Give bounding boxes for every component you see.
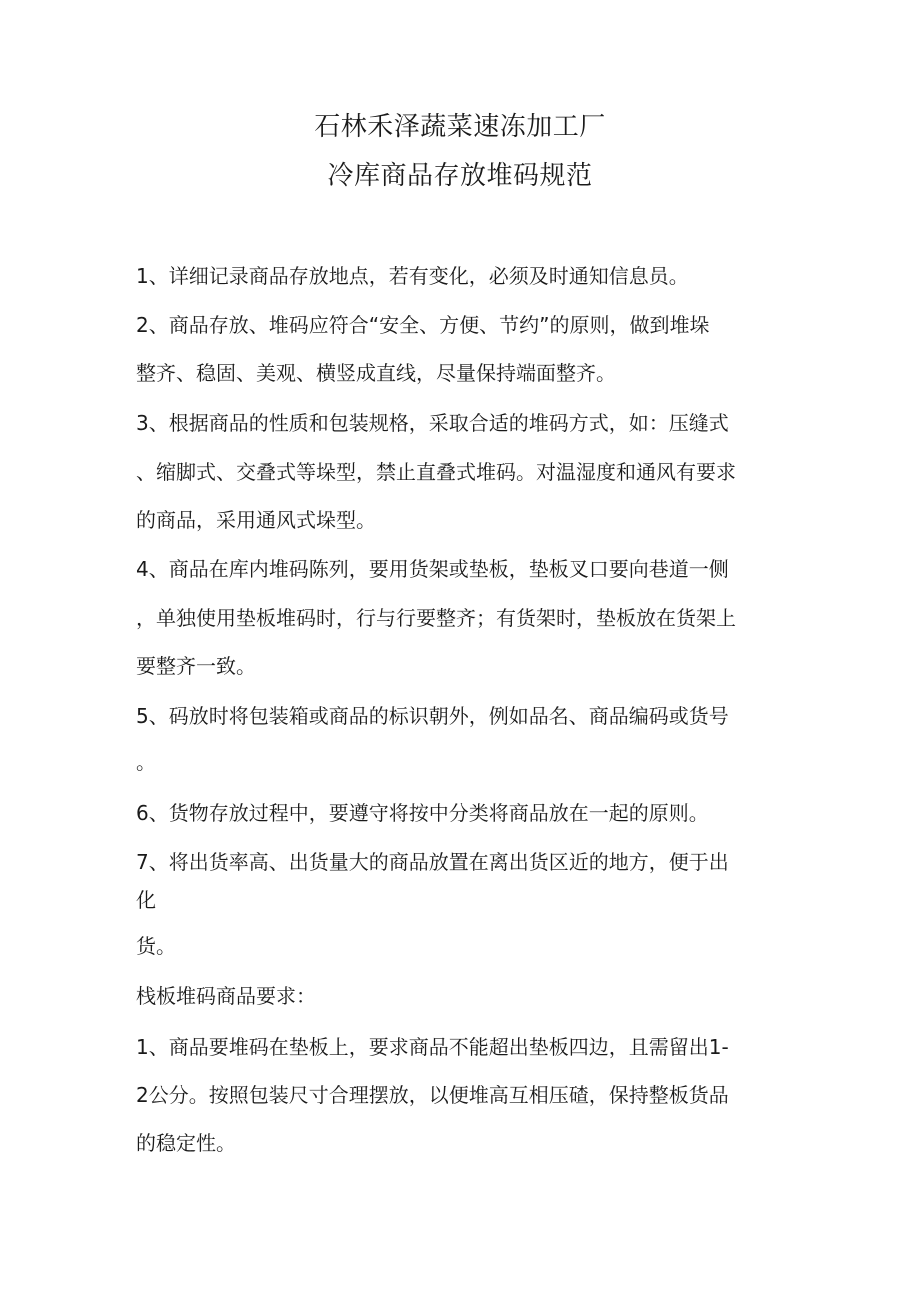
paragraph-line: 1、商品要堆码在垫板上，要求商品不能超出垫板四边，且需留出1-: [136, 1035, 729, 1059]
paragraph-line: 5、码放时将包装箱或商品的标识朝外，例如品名、商品编码或货号: [136, 704, 729, 728]
paragraph-line: 要整齐一致。: [136, 654, 256, 678]
paragraph-line: 4、商品在库内堆码陈列，要用货架或垫板，垫板叉口要向巷道一侧: [136, 557, 729, 581]
paragraph-line: ，单独使用垫板堆码时，行与行要整齐；有货架时，垫板放在货架上: [136, 606, 736, 630]
paragraph-line: 1、详细记录商品存放地点，若有变化，必须及时通知信息员。: [136, 264, 689, 288]
paragraph-line: 2、商品存放、堆码应符合“安全、方便、节约”的原则，做到堆垛: [136, 313, 710, 337]
paragraph-line: 整齐、稳固、美观、横竖成直线，尽量保持端面整齐。: [136, 361, 616, 385]
paragraph-line: 7、将出货率高、出货量大的商品放置在离出货区近的地方，便于出: [136, 850, 729, 874]
paragraph-line: 。: [136, 750, 156, 774]
document-title-line-2: 冷库商品存放堆码规范: [327, 161, 593, 191]
section-heading: 栈板堆码商品要求：: [136, 984, 316, 1008]
document-title-line-1: 石林禾泽蔬菜速冻加工厂: [314, 112, 606, 142]
paragraph-line: 2公分。按照包装尺寸合理摆放，以便堆高互相压碴，保持整板货品: [136, 1083, 729, 1107]
paragraph-line: 3、根据商品的性质和包装规格，采取合适的堆码方式，如：压缝式: [136, 411, 729, 435]
paragraph-line: 的稳定性。: [136, 1131, 236, 1155]
paragraph-line: 的商品，采用通风式垛型。: [136, 508, 376, 532]
paragraph-line: 6、货物存放过程中，要遵守将按中分类将商品放在一起的原则。: [136, 801, 709, 825]
paragraph-line: 化: [136, 888, 156, 912]
paragraph-line: 、缩脚式、交叠式等垛型，禁止直叠式堆码。对温湿度和通风有要求: [136, 460, 736, 484]
paragraph-line: 货。: [136, 934, 176, 958]
